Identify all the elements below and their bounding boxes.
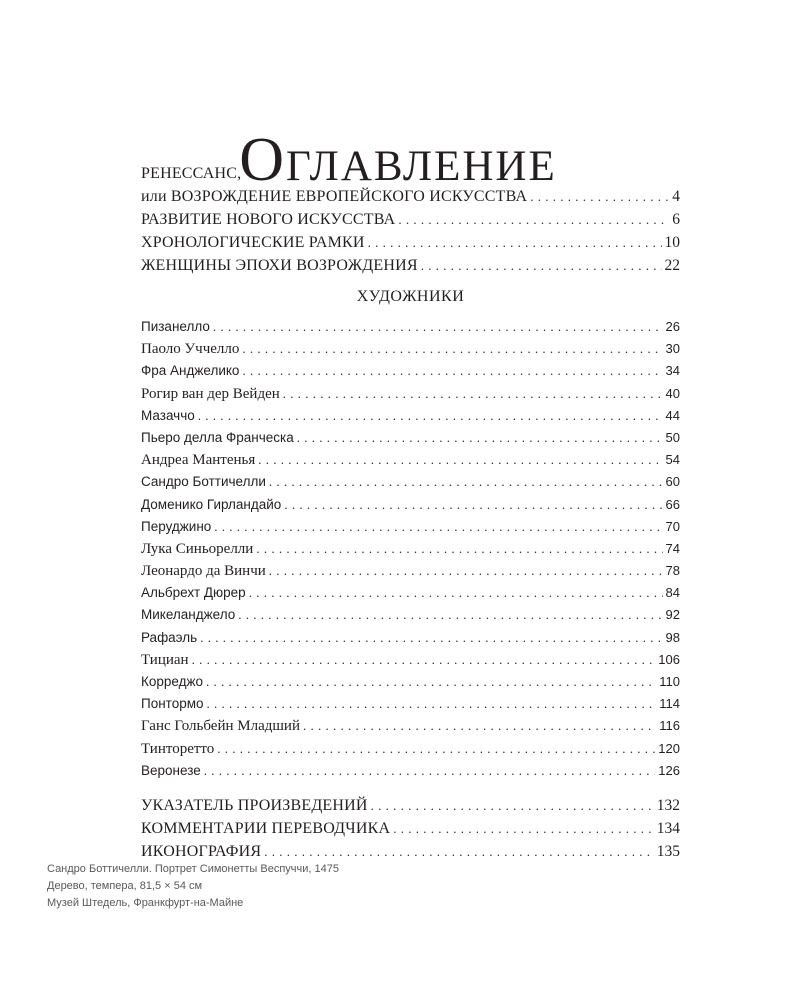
toc-entry[interactable] [141, 538, 680, 560]
toc-entry-label: Лука Синьорелли [141, 540, 254, 557]
page-title: Оглавление [239, 125, 557, 194]
toc-entry-page: 98 [665, 629, 680, 645]
toc-entry-page: 54 [665, 452, 680, 468]
toc-entry-page: 22 [664, 257, 680, 274]
toc-entry-label: Веронезе [141, 762, 201, 778]
toc-entry-page: 34 [665, 363, 680, 379]
toc-entry[interactable] [141, 208, 680, 231]
toc-entry-label: Рафаэль [141, 629, 198, 645]
toc-entry[interactable] [141, 627, 680, 649]
toc-entry-page: 114 [659, 696, 680, 712]
dot-leader [213, 316, 663, 338]
toc-entry-label: Мазаччо [141, 407, 195, 423]
toc-entry[interactable] [141, 360, 680, 382]
caption-line: Музей Штедель, Франкфурт-на-Майне [47, 897, 244, 909]
toc-entry-label: УКАЗАТЕЛЬ ПРОИЗВЕДЕНИЙ [141, 796, 368, 814]
dot-leader [283, 383, 663, 405]
toc-entry-label: Сандро Боттичелли [141, 474, 266, 490]
image-caption [47, 861, 339, 912]
toc-entry[interactable] [141, 693, 680, 715]
toc-entry[interactable] [141, 471, 680, 493]
dot-leader [264, 840, 654, 863]
caption-line: Дерево, темпера, 81,5 × 54 см [47, 880, 203, 892]
toc-entry-page: 30 [665, 341, 680, 357]
toc-entry[interactable] [141, 449, 680, 471]
dot-leader [269, 560, 663, 582]
dot-leader [217, 738, 655, 760]
toc-entry[interactable] [141, 316, 680, 338]
toc-entry-page: 74 [665, 540, 680, 556]
toc-entry[interactable] [141, 649, 680, 671]
toc-entry-page: 120 [658, 740, 680, 756]
table-of-contents [141, 162, 680, 863]
toc-entry-page: 135 [656, 842, 680, 860]
toc-entry-label: Корреджо [141, 674, 204, 689]
toc-entry-label: РАЗВИТИЕ НОВОГО ИСКУССТВА [141, 211, 396, 228]
dot-leader [242, 360, 662, 382]
dot-leader [256, 538, 662, 560]
dot-leader [269, 471, 663, 493]
dot-leader [192, 649, 656, 671]
toc-entry-label: Андреа Мантенья [141, 452, 256, 469]
dot-leader [238, 604, 662, 626]
toc-entry-label: Тициан [141, 651, 189, 668]
toc-artists-section [141, 316, 680, 782]
toc-entry-label: Паоло Уччелло [141, 341, 240, 358]
toc-entry[interactable] [141, 383, 680, 405]
toc-main-section [141, 162, 680, 277]
toc-entry-label: Фра Анджелико [141, 363, 240, 379]
toc-entry-page: 40 [665, 385, 680, 401]
toc-entry[interactable] [141, 738, 680, 760]
toc-entry-label: ХРОНОЛОГИЧЕСКИЕ РАМКИ [141, 234, 365, 251]
toc-entry-label: Пьеро делла Франческа [141, 429, 294, 445]
toc-entry-label: Понтормо [141, 696, 204, 712]
toc-entry-page: 92 [665, 607, 680, 623]
toc-entry[interactable] [141, 338, 680, 360]
toc-entry-label: Тинторетто [141, 740, 215, 757]
toc-entry-page: 44 [665, 407, 680, 423]
toc-entry-label: ИКОНОГРАФИЯ [141, 842, 262, 860]
toc-entry-page: 10 [664, 234, 680, 251]
toc-entry-page: 70 [665, 518, 680, 534]
toc-entry-page: 66 [665, 496, 680, 512]
dot-leader [368, 231, 662, 254]
dot-leader [206, 671, 656, 693]
toc-entry-label: Перуджино [141, 518, 212, 534]
dot-leader [214, 516, 662, 538]
caption-line: Сандро Боттичелли. Портрет Симонетты Веспуччи, 1475 [47, 863, 339, 875]
dot-leader [393, 817, 653, 840]
toc-entry[interactable] [141, 760, 680, 782]
dot-leader [284, 494, 662, 516]
toc-entry[interactable] [141, 494, 680, 516]
toc-entry-label: Альбрехт Дюрер [141, 585, 246, 601]
toc-entry-page: 50 [665, 429, 680, 445]
dot-leader [303, 715, 656, 737]
toc-entry[interactable] [141, 582, 680, 604]
toc-entry-label-line: РЕНЕССАНС, [141, 165, 242, 182]
dot-leader [258, 449, 662, 471]
dot-leader [198, 405, 663, 427]
toc-entry-label: ЖЕНЩИНЫ ЭПОХИ ВОЗРОЖДЕНИЯ [141, 257, 418, 274]
toc-entry-label: Микеланджело [141, 607, 236, 623]
section-heading-artists: ХУДОЖНИКИ [356, 288, 465, 305]
toc-entry[interactable] [141, 671, 680, 693]
toc-entry-page: 126 [658, 762, 680, 778]
toc-entry-page: 6 [672, 211, 680, 228]
toc-entry[interactable] [141, 840, 680, 863]
toc-entry-page: 4 [672, 188, 680, 205]
toc-entry-page: 116 [659, 718, 680, 734]
toc-entry-label: Рогир ван дер Вейден [141, 385, 280, 402]
toc-entry-label: Ганс Гольбейн Младший [141, 718, 300, 735]
toc-entry-page: 110 [659, 674, 680, 689]
toc-entry-label: или ВОЗРОЖДЕНИЕ ЕВРОПЕЙСКОГО ИСКУССТВА [141, 188, 528, 205]
toc-entry-page: 132 [656, 796, 680, 814]
toc-entry[interactable] [141, 604, 680, 626]
toc-entry-page: 106 [658, 651, 680, 667]
toc-entry-label: Леонардо да Винчи [141, 563, 266, 580]
toc-entry-page: 26 [665, 319, 680, 334]
dot-leader [530, 185, 669, 208]
toc-entry[interactable] [141, 560, 680, 582]
dot-leader [371, 794, 654, 817]
dot-leader [297, 427, 663, 449]
toc-back-matter [141, 794, 680, 863]
dot-leader [398, 208, 669, 231]
toc-entry[interactable] [141, 185, 680, 208]
dot-leader [249, 582, 663, 604]
dot-leader [421, 254, 662, 277]
dot-leader [207, 693, 657, 715]
toc-entry-label: КОММЕНТАРИИ ПЕРЕВОДЧИКА [141, 819, 391, 837]
toc-entry-page: 134 [656, 819, 680, 837]
toc-entry[interactable] [141, 715, 680, 737]
dot-leader [204, 760, 656, 782]
toc-entry-label: Пизанелло [141, 319, 210, 334]
toc-entry-page: 78 [665, 563, 680, 579]
toc-entry[interactable] [141, 516, 680, 538]
toc-entry[interactable] [141, 427, 680, 449]
toc-entry[interactable] [141, 794, 680, 817]
dot-leader [242, 338, 662, 360]
toc-entry[interactable] [141, 254, 680, 277]
toc-entry[interactable] [141, 231, 680, 254]
dot-leader [200, 627, 662, 649]
toc-entry[interactable] [141, 405, 680, 427]
toc-entry-label: Доменико Гирландайо [141, 496, 282, 512]
toc-entry-page: 84 [665, 585, 680, 601]
toc-entry-page: 60 [665, 474, 680, 490]
toc-entry[interactable] [141, 817, 680, 840]
